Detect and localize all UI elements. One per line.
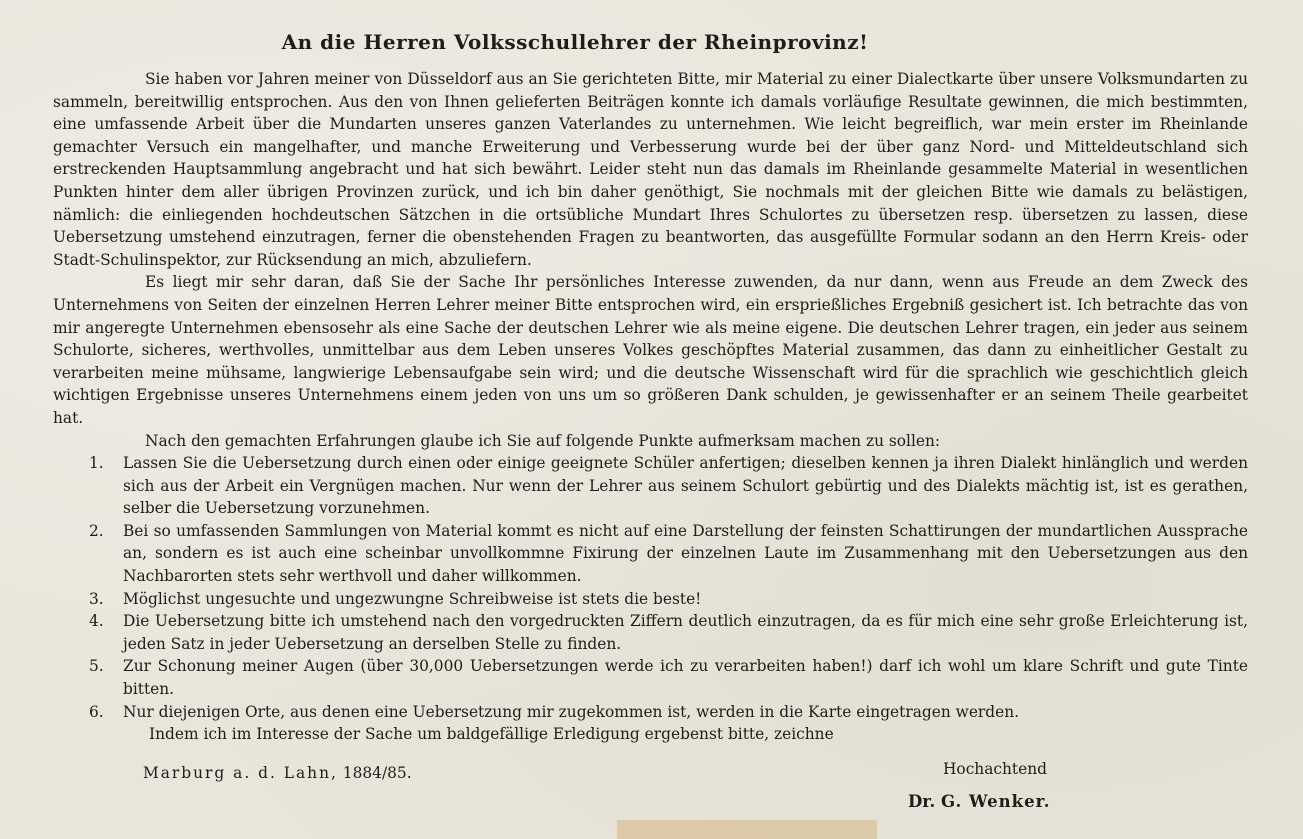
place: Marburg a. d. Lahn, xyxy=(143,764,338,782)
signature xyxy=(908,792,1051,811)
list-item xyxy=(53,701,1248,724)
list-item-number: 5. xyxy=(89,657,104,676)
tape-strip xyxy=(617,820,877,839)
list-item-number: 3. xyxy=(89,589,104,608)
list-item-text: Zur Schonung meiner Augen (über 30,000 Uebersetzungen werde ich zu verarbeiten haben!) darf ich wohl um klare Schrift und gute Tinte bitten. xyxy=(123,657,1248,699)
closing-sentence: Indem ich im Interesse der Sache um baldgefällige Erledigung ergebenst bitte, zeichne xyxy=(149,725,834,744)
signature-name: G. Wenker. xyxy=(940,792,1051,811)
place-date-line xyxy=(143,764,412,782)
list-item-number: 2. xyxy=(89,521,104,540)
signature-title: Dr. xyxy=(908,792,936,811)
list-item xyxy=(53,655,1248,700)
list-item-text: Nur diejenigen Orte, aus denen eine Uebersetzung mir zugekommen ist, werden in die Karte eingetragen werden. xyxy=(123,702,1020,721)
list-item-number: 4. xyxy=(89,612,104,631)
list-item-text: Lassen Sie die Uebersetzung durch einen oder einige geeignete Schüler anfertigen; dieselben kennen ja ihren Dialekt hinlänglich und werden sich aus der Arbeit ein Vergnügen machen. Nur wenn der Lehrer aus seinem Schulort gebürtig und des Dialekts mächtig ist, ist es gerathen, selber die Uebersetzung vorzunehmen. xyxy=(123,454,1248,518)
list-item xyxy=(53,520,1248,588)
closing-regards: Hochachtend xyxy=(943,760,1047,778)
paragraph-request: Es liegt mir sehr daran, daß Sie der Sache Ihr persönliches Interesse zuwenden, da nur dann, wenn aus Freude an dem Zweck des Unternehmens von Seiten der einzelnen Herren Lehrer meiner Bitte entsprochen wird, ein ersprießliches Ergebniß gesichert ist. Ich betrachte das von mir angeregte Unternehmen ebensosehr als eine Sache der deutschen Lehrer wie als meine eigene. Die deutschen Lehrer tragen, ein jeder aus seinem Schulorte, sicheres, werthvolles, unmittelbar aus dem Leben unseres Volkes geschöpftes Material zusammen, das dann zu einheitlicher Gestalt zu verarbeiten meine mühsame, langwierige Lebensaufgabe sein wird; und die deutsche Wissenschaft wird für die sprachlich wie geschichtlich gleich wichtigen Ergebnisse unseres Unternehmens einem jeden von uns um so größeren Dank schulden, je gewissenhafter er an seinem Theile gearbeitet hat. xyxy=(53,273,1248,427)
letter-body xyxy=(53,68,1248,746)
paragraph-introduction: Sie haben vor Jahren meiner von Düsseldorf aus an Sie gerichteten Bitte, mir Material zu einer Dialectkarte über unsere Volksmundarten zu sammeln, bereitwillig entsprochen. Aus den von Ihnen gelieferten Beiträgen konnte ich damals vorläufige Resultate gewinnen, die mich bestimmten, eine umfassende Arbeit über die Mundarten unseres ganzen Vaterlandes zu unternehmen. Wie leicht begreiflich, war mein erster im Rheinlande gemachter Versuch ein mangelhafter, und manche Erweiterung und Verbesserung wurde bei der über ganz Nord- und Mitteldeutschland sich erstreckenden Hauptsammlung angebracht und hat sich bewährt. Leider steht nun das damals im Rheinlande gesammelte Material in wesentlichen Punkten hinter dem aller übrigen Provinzen zurück, und ich bin daher genöthigt, Sie nochmals mit der gleichen Bitte wie damals zu belästigen, nämlich: die einliegenden hochdeutschen Sätzchen in die ortsübliche Mundart Ihres Schulortes zu übersetzen resp. übersetzen zu lassen, diese Uebersetzung umstehend einzutragen, ferner die obenstehenden Fragen zu beantworten, das ausgefüllte Formular sodann an den Herrn Kreis- oder Stadt-Schulinspektor, zur Rücksendung an mich, abzuliefern. xyxy=(53,70,1248,269)
list-item xyxy=(53,610,1248,655)
list-item-text: Die Uebersetzung bitte ich umstehend nach den vorgedruckten Ziffern deutlich einzutragen, da es für mich eine sehr große Erleichterung ist, jeden Satz in jeder Uebersetzung an derselben Stelle zu finden. xyxy=(123,612,1248,653)
date: 1884/85. xyxy=(342,764,412,782)
list-item xyxy=(53,588,1248,611)
list-item-number: 6. xyxy=(89,702,104,721)
document-title: An die Herren Volksschullehrer der Rheinprovinz! xyxy=(281,30,869,54)
instruction-list xyxy=(53,452,1248,723)
list-item-text: Möglichst ungesuchte und ungezwungne Schreibweise ist stets die beste! xyxy=(123,589,702,608)
list-item-number: 1. xyxy=(89,454,104,473)
list-item xyxy=(53,452,1248,520)
paragraph-points-intro: Nach den gemachten Erfahrungen glaube ich Sie auf folgende Punkte aufmerksam machen zu sollen: xyxy=(145,431,941,450)
list-item-text: Bei so umfassenden Sammlungen von Material kommt es nicht auf eine Darstellung der feinsten Schattirungen der mundartlichen Aussprache an, sondern es ist auch eine scheinbar unvollkommne Fixirung der einzelnen Laute im Zusammenhang mit den Uebersetzungen aus den Nachbarorten stets sehr werthvoll und daher willkommen. xyxy=(123,521,1248,586)
